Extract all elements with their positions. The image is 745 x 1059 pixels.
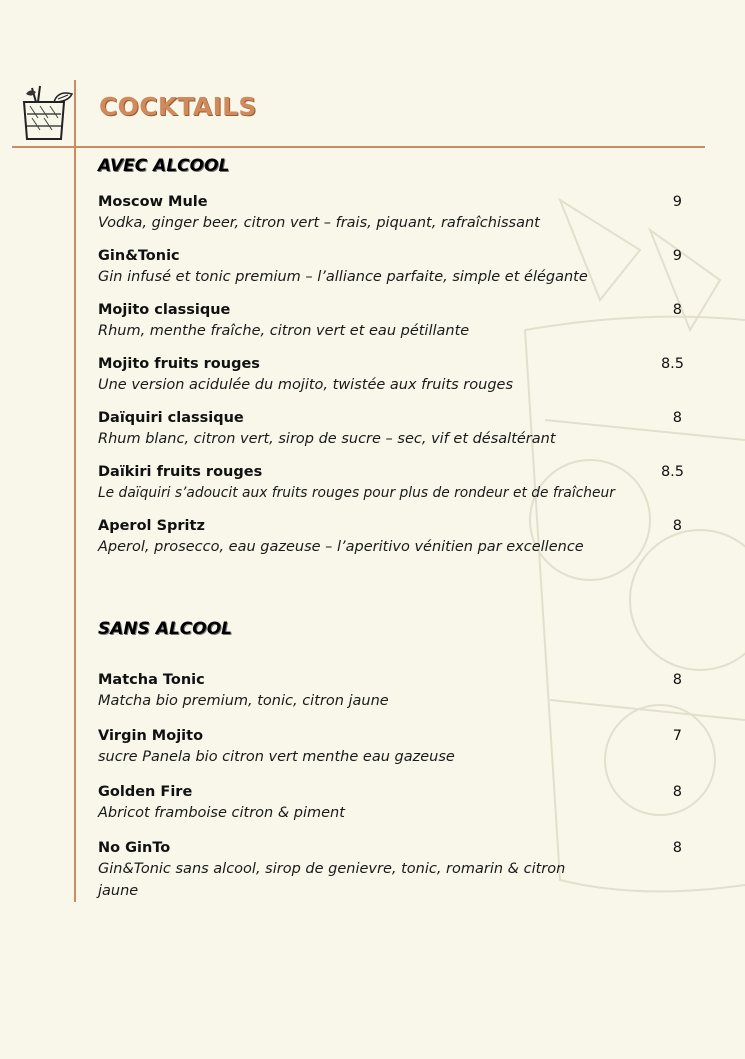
item-name: Golden Fire	[98, 784, 193, 800]
item-description: sucre Panela bio citron vert menthe eau gazeuse	[98, 749, 455, 765]
menu-item	[98, 246, 698, 288]
item-description: Vodka, ginger beer, citron vert – frais, piquant, rafraîchissant	[98, 215, 540, 231]
item-name: Daïquiri classique	[98, 410, 244, 426]
item-price: 8	[672, 784, 682, 800]
item-description: Abricot framboise citron & piment	[98, 805, 345, 821]
item-price: 9	[672, 194, 682, 210]
menu-item	[98, 354, 698, 396]
item-description: Aperol, prosecco, eau gazeuse – l’aperitivo vénitien par excellence	[98, 539, 584, 555]
item-name: Moscow Mule	[98, 194, 208, 210]
section-title-sans-alcool: SANS ALCOOL	[98, 619, 232, 639]
item-price: 9	[672, 248, 682, 264]
item-description: Rhum blanc, citron vert, sirop de sucre – sec, vif et désaltérant	[98, 431, 556, 447]
page-title: COCKTAILS	[99, 92, 257, 121]
menu-item	[98, 516, 698, 558]
item-name: No GinTo	[98, 840, 171, 856]
item-name: Aperol Spritz	[98, 518, 205, 534]
horizontal-rule	[12, 146, 705, 148]
item-price: 8.5	[660, 464, 684, 480]
item-name: Mojito fruits rouges	[98, 356, 260, 372]
item-price: 8	[672, 840, 682, 856]
item-name: Virgin Mojito	[98, 728, 204, 744]
item-name: Mojito classique	[98, 302, 231, 318]
item-description: Gin&Tonic sans alcool, sirop de genievre, tonic, romarin & citron jaune	[98, 861, 566, 899]
item-price: 8	[672, 672, 682, 688]
item-description: Matcha bio premium, tonic, citron jaune	[98, 693, 389, 709]
item-price: 7	[672, 728, 682, 744]
item-description: Gin infusé et tonic premium – l’alliance parfaite, simple et élégante	[98, 269, 588, 285]
item-description: Rhum, menthe fraîche, citron vert et eau pétillante	[98, 323, 470, 339]
item-price: 8	[672, 302, 682, 318]
menu-item	[98, 782, 698, 824]
item-name: Daïkiri fruits rouges	[98, 464, 263, 480]
vertical-rule	[74, 80, 76, 902]
item-price: 8	[672, 518, 682, 534]
menu-item	[98, 300, 698, 342]
menu-item	[98, 192, 698, 234]
menu-item	[98, 838, 698, 902]
item-description: Le daïquiri s’adoucit aux fruits rouges pour plus de rondeur et de fraîcheur	[98, 485, 615, 501]
menu-item	[98, 670, 698, 712]
item-name: Matcha Tonic	[98, 672, 205, 688]
section-title-avec-alcool: AVEC ALCOOL	[98, 156, 230, 176]
item-price: 8	[672, 410, 682, 426]
cocktail-glass-icon	[18, 84, 74, 142]
item-price: 8.5	[660, 356, 684, 372]
menu-item	[98, 408, 698, 450]
menu-item	[98, 726, 698, 768]
item-name: Gin&Tonic	[98, 248, 180, 264]
menu-item	[98, 462, 698, 504]
item-description: Une version acidulée du mojito, twistée aux fruits rouges	[98, 377, 514, 393]
